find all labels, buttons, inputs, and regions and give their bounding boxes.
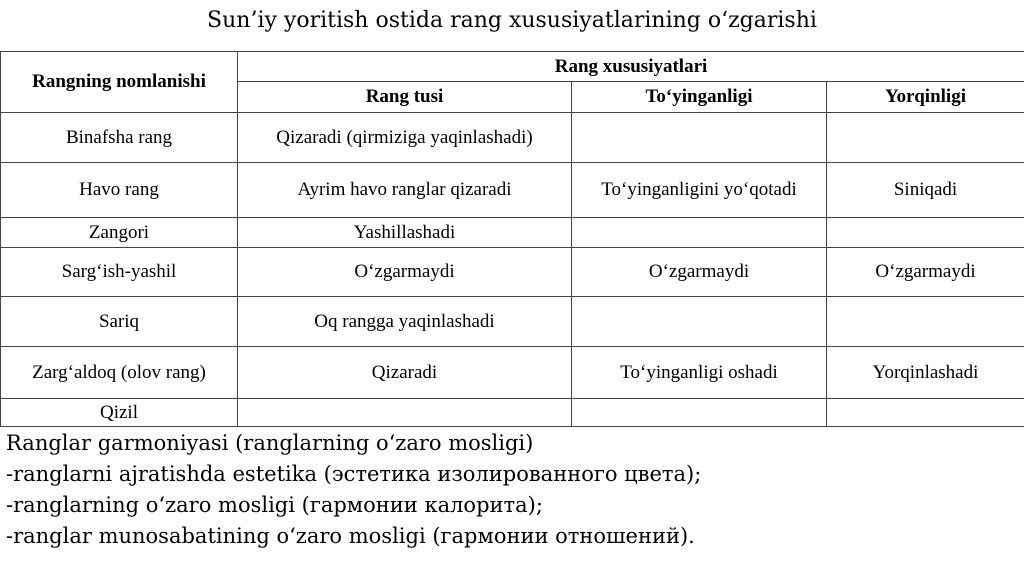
table-row (1, 248, 1024, 297)
cell-color-name: Binafsha rang (1, 113, 238, 163)
cell-color-name: Qizil (1, 399, 238, 427)
cell-hue: Oq rangga yaqinlashadi (238, 297, 572, 347)
cell-hue: Qizaradi (qirmiziga yaqinlashadi) (238, 113, 572, 163)
cell-brightness: O‘zgarmaydi (827, 248, 1024, 297)
cell-color-name: Sarg‘ish-yashil (1, 248, 238, 297)
cell-brightness (827, 297, 1024, 347)
cell-saturation (572, 113, 827, 163)
cell-saturation: To‘yinganligini yo‘qotadi (572, 163, 827, 218)
cell-color-name: Sariq (1, 297, 238, 347)
table-row (1, 399, 1024, 427)
notes-item: -ranglarning o‘zaro mosligi (гармонии калорита); (6, 493, 543, 517)
notes-heading: Ranglar garmoniyasi (ranglarning o‘zaro mosligi) (6, 431, 534, 455)
header-brightness: Yorqinligi (827, 82, 1024, 113)
cell-color-name: Zarg‘aldoq (olov rang) (1, 347, 238, 399)
header-color-name: Rangning nomlanishi (1, 52, 238, 113)
cell-brightness: Siniqadi (827, 163, 1024, 218)
notes-item: -ranglarni ajratishda estetika (эстетика изолированного цвета); (6, 462, 702, 486)
cell-saturation (572, 218, 827, 248)
cell-brightness: Yorqinlashadi (827, 347, 1024, 399)
table-row (1, 218, 1024, 248)
cell-hue: Qizaradi (238, 347, 572, 399)
cell-brightness (827, 399, 1024, 427)
cell-saturation (572, 399, 827, 427)
table-row (1, 347, 1024, 399)
cell-saturation: O‘zgarmaydi (572, 248, 827, 297)
notes-item: -ranglar munosabatining o‘zaro mosligi (гармонии отношений). (6, 524, 695, 548)
header-color-properties: Rang xususiyatlari (238, 52, 1024, 82)
table-row (1, 163, 1024, 218)
page-title: Sun’iy yoritish ostida rang xususiyatlarining o‘zgarishi (207, 8, 817, 33)
cell-saturation (572, 297, 827, 347)
cell-hue: Ayrim havo ranglar qizaradi (238, 163, 572, 218)
table-row (1, 113, 1024, 163)
color-properties-table (0, 51, 1024, 427)
header-saturation: To‘yinganligi (572, 82, 827, 113)
table-row (1, 297, 1024, 347)
cell-hue: O‘zgarmaydi (238, 248, 572, 297)
cell-color-name: Havo rang (1, 163, 238, 218)
cell-brightness (827, 218, 1024, 248)
cell-saturation: To‘yinganligi oshadi (572, 347, 827, 399)
cell-brightness (827, 113, 1024, 163)
cell-hue: Yashillashadi (238, 218, 572, 248)
header-hue: Rang tusi (238, 82, 572, 113)
cell-color-name: Zangori (1, 218, 238, 248)
harmony-notes (6, 428, 1016, 552)
cell-hue (238, 399, 572, 427)
